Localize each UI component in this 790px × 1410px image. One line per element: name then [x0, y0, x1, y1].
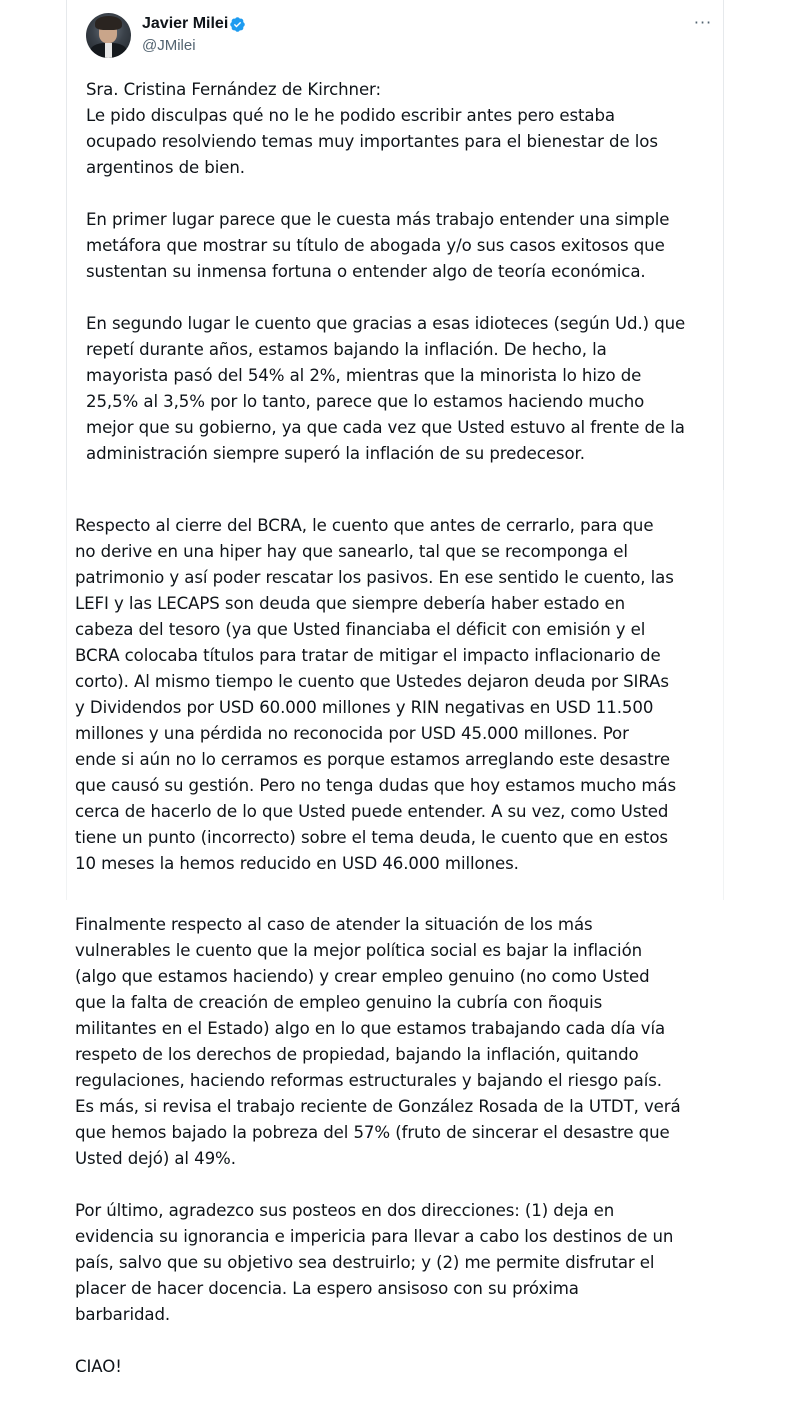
tweet-text-block-2: [75, 513, 725, 877]
avatar[interactable]: [86, 13, 131, 58]
avatar-hair: [95, 16, 122, 30]
paragraph-second: En segundo lugar le cuento que gracias a esas idioteces (según Ud.) que repetí durante años, estamos bajando la inflación. De hecho, la mayorista pasó del 54% al 2%, mientras que la minorista lo hizo de 25,5% al 3,5% por lo tanto, parece que lo estamos haciendo mucho mejor que su gobierno, ya que cada vez que Usted estuvo al frente de la administración siempre superó la inflación de su predecesor.: [86, 314, 686, 463]
author-handle[interactable]: @JMilei: [142, 37, 196, 54]
more-options-icon[interactable]: ···: [693, 13, 713, 32]
tweet-border-right: [723, 0, 724, 490]
tweet-header: [86, 13, 716, 63]
tweet-text-block-3: [75, 912, 725, 1380]
tweet-border-left: [66, 0, 67, 490]
image-border-left: [66, 490, 67, 900]
paragraph-ciao: CIAO!: [75, 1357, 122, 1376]
author-display-name[interactable]: Javier Milei: [142, 15, 229, 32]
paragraph-finally: Finalmente respecto al caso de atender la situación de los más vulnerables le cuento que la mejor política social es bajar la inflación (algo que estamos haciendo) y crear empleo genuino (no como Usted que la falta de creación de empleo genuino la cubría con ñoquis militantes en el Estado) algo en lo que estamos trabajando cada día vía respeto de los derechos de propiedad, bajando la inflación, quitando regulaciones, haciendo reformas estructurales y bajando el riesgo país. Es más, si revisa el trabajo reciente de González Rosada de la UTDT, verá que hemos bajado la pobreza del 57% (fruto de sincerar el desastre que Usted dejó) al 49%.: [75, 915, 681, 1168]
verified-badge-icon: [229, 16, 246, 33]
paragraph-bcra: Respecto al cierre del BCRA, le cuento que antes de cerrarlo, para que no derive en una hiper hay que sanearlo, tal que se recomponga el patrimonio y así poder rescatar los pasivos. En ese sentido le cuento, las LEFI y las LECAPS son deuda que siempre debería haber estado en cabeza del tesoro (ya que Usted financiaba el déficit con emisión y el BCRA colocaba títulos para tratar de mitigar el impacto inflacionario de corto). Al mismo tiempo le cuento que Ustedes dejaron deuda por SIRAs y Dividendos por USD 60.000 millones y RIN negativas en USD 11.500 millones y una pérdida no reconocida por USD 45.000 millones. Por ende si aún no lo cerramos es porque estamos arreglando este desastre que causó su gestión. Pero no tenga dudas que hoy estamos mucho más cerca de hacerlo de lo que Usted puede entender. A su vez, como Usted tiene un punto (incorrecto) sobre el tema deuda, le cuento que en estos 10 meses la hemos reducido en USD 46.000 millones.: [75, 516, 676, 873]
paragraph-lastly: Por último, agradezco sus posteos en dos direcciones: (1) deja en evidencia su ignorancia e impericia para llevar a cabo los destinos de un país, salvo que su objetivo sea destruirlo; y (2) me permite disfrutar el placer de hacer docencia. La espero ansisoso con su próxima barbaridad.: [75, 1201, 674, 1324]
paragraph-greeting: Sra. Cristina Fernández de Kirchner: Le pido disculpas qué no le he podido escribir antes pero estaba ocupado resolviendo temas muy importantes para el bienestar de los argentinos de bien.: [86, 80, 658, 177]
avatar-shirt: [105, 43, 112, 58]
paragraph-first: En primer lugar parece que le cuesta más trabajo entender una simple metáfora que mostrar su título de abogada y/o sus casos exitosos que sustentan su inmensa fortuna o entender algo de teoría económica.: [86, 210, 670, 281]
tweet-text-block-1: [86, 77, 716, 467]
